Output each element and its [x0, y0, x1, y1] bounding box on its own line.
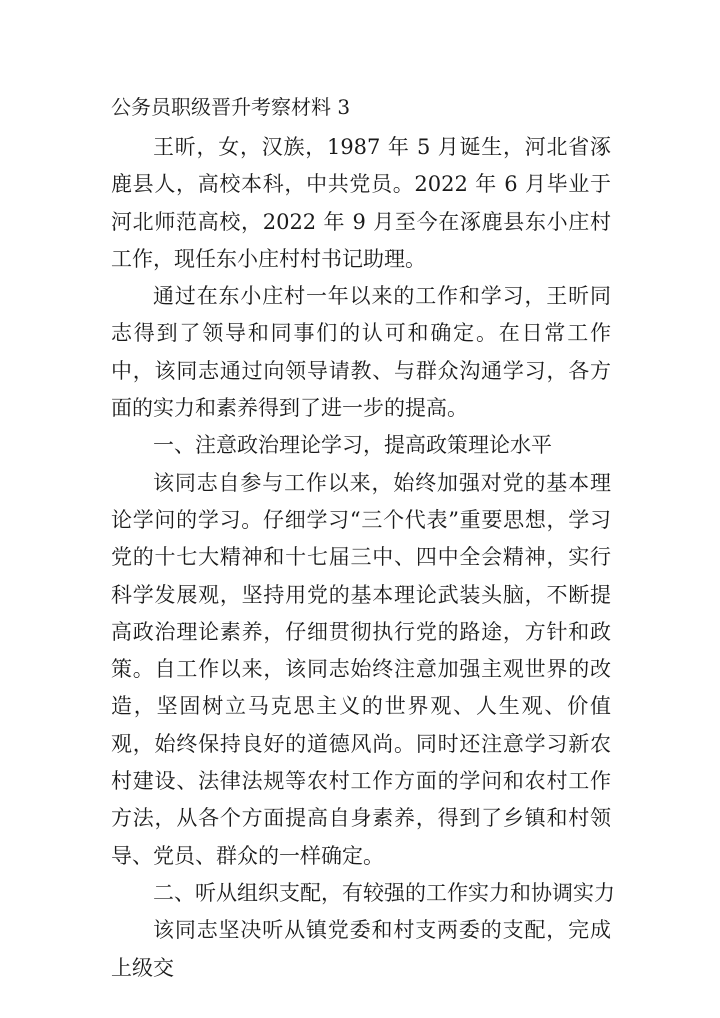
- section-heading-political-study: 一、注意政治理论学习，提高政策理论水平: [153, 433, 552, 458]
- paragraph-personal-info: 王昕，女，汉族，1987 年 5 月诞生，河北省涿鹿县人，高校本科，中共党员。2022 年 6 月毕业于河北师范高校，2022 年 9 月至今在涿鹿县东小庄村工作，现任东小庄村村书记助理。: [111, 135, 611, 271]
- paragraph-summary: 通过在东小庄村一年以来的工作和学习，王昕同志得到了领导和同事们的认可和确定。在日常工作中，该同志通过向领导请教、与群众沟通学习，各方面的实力和素养得到了进一步的提高。: [111, 284, 611, 421]
- paragraph-work-ability: 该同志坚决听从镇党委和村支两委的支配，完成上级交: [111, 918, 611, 980]
- document-title: 公务员职级晋升考察材料 3: [111, 95, 351, 119]
- paragraph-political-study: 该同志自参与工作以来，始终加强对党的基本理论学问的学习。仔细学习“三个代表”重要思想，学习党的十七大精神和十七届三中、四中全会精神，实行科学发展观，坚持用党的基本理论武装头脑，不断提高政治理论素养，仔细贯彻执行党的路途，方针和政策。自工作以来，该同志始终注意加强主观世界的改造，坚固树立马克思主义的世界观、人生观、价值观，始终保持良好的道德风尚。同时还注意学习新农村建设、法律法规等农村工作方面的学问和农村工作方法，从各个方面提高自身素养，得到了乡镇和村领导、党员、群众的一样确定。: [111, 470, 611, 868]
- document-body: [111, 129, 615, 987]
- section-heading-work-ability: 二、听从组织支配，有较强的工作实力和协调实力: [153, 880, 615, 905]
